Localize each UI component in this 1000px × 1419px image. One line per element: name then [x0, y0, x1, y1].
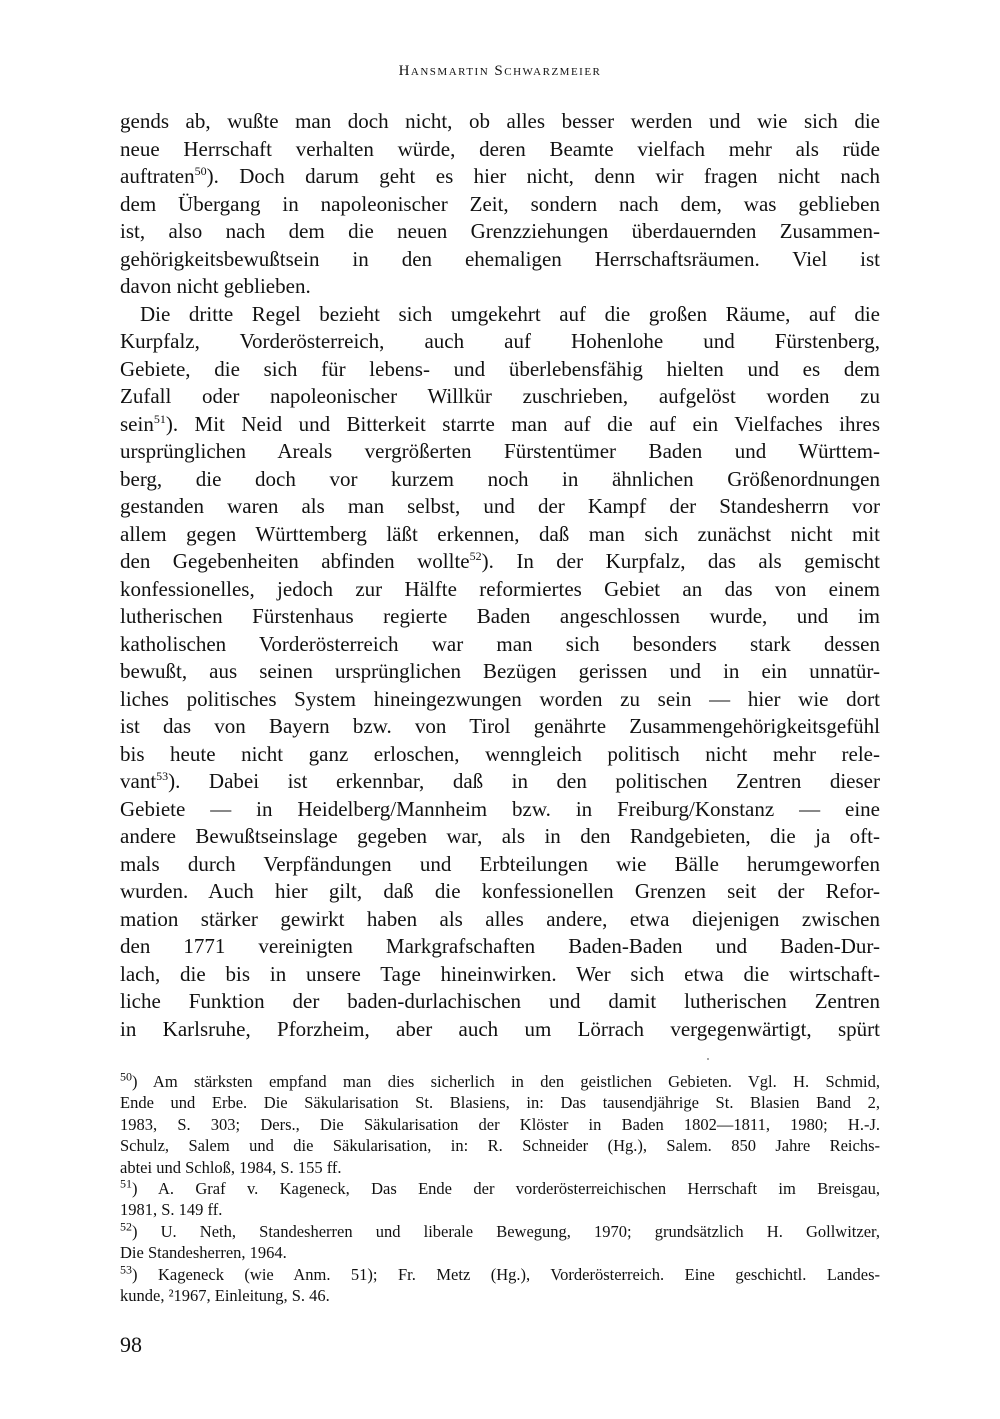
- separator-mark: [707, 1058, 709, 1060]
- footnote-line: [120, 1242, 880, 1263]
- text-span: allem gegen Württemberg läßt erkennen, daß man sich zunächst nicht mit: [120, 521, 880, 546]
- text-span: 1983, S. 303; Ders., Die Säkularisation der Klöster in Baden 1802—1811, 1980; H.-J.: [120, 1114, 880, 1134]
- text-span: gends ab, wußte man doch nicht, ob alles besser werden und wie sich die: [120, 109, 880, 133]
- footnote-marker: 53: [156, 769, 169, 783]
- text-span: ) Kageneck (wie Anm. 51); Fr. Metz (Hg.), Vorderösterreich. Eine geschichtl. Landes-: [132, 1264, 880, 1284]
- text-span: ) Am stärksten empfand man dies sicherlich in den geistlichen Gebieten. Vgl. H. Schmid,: [132, 1072, 880, 1091]
- footnote-line: [120, 1157, 880, 1178]
- body-line: [120, 411, 880, 439]
- footnote-marker: 53: [120, 1263, 132, 1277]
- text-span: liches politisches System hineingezwungen worden zu sein — hier wie dort: [120, 686, 880, 711]
- text-span: ist, also nach dem die neuen Grenzziehungen überdauernden Zusammen-: [120, 219, 880, 243]
- footnote-line: [120, 1264, 880, 1285]
- text-span: Schulz, Salem und die Säkularisation, in: R. Schneider (Hg.), Salem. 850 Jahre Reichs-: [120, 1136, 880, 1156]
- text-span: den 1771 vereinigten Markgrafschaften Baden-Baden und Baden-Dur-: [120, 934, 880, 958]
- body-line: [120, 521, 880, 549]
- text-span: 1981, S. 149 ff.: [120, 1200, 223, 1220]
- text-span: ursprünglichen Areals vergrößerten Fürstentümer Baden und Württem-: [120, 439, 880, 463]
- text-span: dem Übergang in napoleonischer Zeit, sondern nach dem, was geblieben: [120, 191, 880, 216]
- body-line: [120, 548, 880, 576]
- text-span: konfessionelles, jedoch zur Hälfte reformiertes Gebiet an das von einem: [120, 576, 880, 601]
- text-span: ist das von Bayern bzw. von Tirol genährte Zusammengehörigkeitsgefühl: [120, 714, 880, 738]
- text-span: liche Funktion der baden-durlachischen und damit lutherischen Zentren: [120, 989, 880, 1013]
- text-span: Gebiete, die sich für lebens- und überlebensfähig hielten und es dem: [120, 356, 880, 381]
- footnote-marker: 50: [120, 1071, 132, 1084]
- text-span: sein: [120, 411, 154, 436]
- body-line: [120, 686, 880, 714]
- body-line: [120, 796, 880, 824]
- body-line: [120, 301, 880, 329]
- text-span: abtei und Schloß, 1984, S. 155 ff.: [120, 1157, 342, 1177]
- body-line: [120, 906, 880, 934]
- text-span: Gebiete — in Heidelberg/Mannheim bzw. in Freiburg/Konstanz — eine: [120, 796, 880, 821]
- body-line: [120, 603, 880, 631]
- body-line: [120, 713, 880, 741]
- text-span: auftraten: [120, 164, 195, 188]
- body-line: [120, 136, 880, 164]
- body-line: [120, 933, 880, 961]
- text-span: kunde, ²1967, Einleitung, S. 46.: [120, 1285, 330, 1305]
- body-line: [120, 163, 880, 191]
- body-line: [120, 246, 880, 274]
- footnote-line: [120, 1114, 880, 1135]
- text-span: wurden. Auch hier gilt, daß die konfessionellen Grenzen seit der Refor-: [120, 879, 880, 903]
- body-line: [120, 576, 880, 604]
- text-span: bis heute nicht ganz erloschen, wenngleich politisch nicht mehr rele-: [120, 741, 880, 766]
- footnote-marker: 50: [194, 164, 207, 178]
- text-span: ) U. Neth, Standesherren und liberale Bewegung, 1970; grundsätzlich H. Gollwitzer,: [132, 1221, 880, 1241]
- text-span: bewußt, aus seinen ursprünglichen Bezügen gerissen und in ein unnatür-: [120, 659, 880, 683]
- body-line: [120, 191, 880, 219]
- body-line: [120, 741, 880, 769]
- body-line: [120, 768, 880, 796]
- footnote-line: [120, 1071, 880, 1092]
- text-span: Kurpfalz, Vorderösterreich, auch auf Hohenlohe und Fürstenberg,: [120, 329, 880, 353]
- body-line: [120, 466, 880, 494]
- footnote-line: [120, 1285, 880, 1306]
- footnote-line: [120, 1199, 880, 1220]
- text-span: Zufall oder napoleonischer Willkür zuschrieben, aufgelöst worden zu: [120, 384, 880, 408]
- body-line: [120, 1016, 880, 1044]
- text-span: vant: [120, 769, 157, 793]
- text-span: mation stärker gewirkt haben als alles andere, etwa diejenigen zwischen: [120, 906, 880, 931]
- text-span: Ende und Erbe. Die Säkularisation St. Blasiens, in: Das tausendjährige St. Blasien Band 2,: [120, 1093, 880, 1113]
- body-line: [120, 961, 880, 989]
- body-line: [120, 438, 880, 466]
- footnote-line: [120, 1178, 880, 1199]
- text-span: gestanden waren als man selbst, und der Kampf der Standesherrn vor: [120, 494, 880, 518]
- text-span: mals durch Verpfändungen und Erbteilungen wie Bälle herumgeworfen: [120, 851, 880, 876]
- text-span: den Gegebenheiten abfinden wollte: [120, 549, 470, 573]
- footnote-marker: 51: [120, 1177, 132, 1191]
- body-line: [120, 273, 880, 301]
- footnotes: [120, 1071, 880, 1306]
- footnote-line: [120, 1221, 880, 1242]
- body-text: [120, 108, 880, 1043]
- body-line: [120, 658, 880, 686]
- body-line: [120, 878, 880, 906]
- text-span: ). Doch darum geht es hier nicht, denn wir fragen nicht nach: [206, 164, 880, 188]
- body-line: [120, 356, 880, 384]
- text-span: berg, die doch vor kurzem noch in ähnlichen Größenordnungen: [120, 466, 880, 491]
- body-line: [120, 493, 880, 521]
- body-line: [120, 851, 880, 879]
- page-number: 98: [120, 1332, 142, 1357]
- text-span: ). Dabei ist erkennbar, daß in den politischen Zentren dieser: [168, 769, 880, 793]
- footnote-line: [120, 1135, 880, 1156]
- footnote-marker: 52: [120, 1220, 132, 1234]
- body-line: [120, 631, 880, 659]
- text-span: ). Mit Neid und Bitterkeit starrte man auf die auf ein Vielfaches ihres: [165, 411, 880, 436]
- body-line: [120, 383, 880, 411]
- text-span: in Karlsruhe, Pforzheim, aber auch um Lörrach vergegenwärtigt, spürt: [120, 1016, 880, 1041]
- text-span: katholischen Vorderösterreich war man sich besonders stark dessen: [120, 631, 880, 656]
- body-line: [120, 328, 880, 356]
- text-span: gehörigkeitsbewußtsein in den ehemaligen Herrschaftsräumen. Viel ist: [120, 246, 880, 271]
- text-span: lutherischen Fürstenhaus regierte Baden angeschlossen wurde, und im: [120, 604, 880, 628]
- text-span: neue Herrschaft verhalten würde, deren Beamte vielfach mehr als rüde: [120, 136, 880, 161]
- footnote-line: [120, 1092, 880, 1113]
- running-header: Hansmartin Schwarzmeier: [398, 63, 602, 79]
- body-line: [120, 988, 880, 1016]
- text-span: davon nicht geblieben.: [120, 274, 311, 298]
- text-span: ). In der Kurpfalz, das als gemischt: [481, 549, 880, 573]
- body-line: [120, 218, 880, 246]
- text-span: Die dritte Regel bezieht sich umgekehrt auf die großen Räume, auf die: [140, 301, 880, 326]
- text-span: Die Standesherren, 1964.: [120, 1243, 287, 1263]
- text-span: andere Bewußtseinslage gegeben war, als in den Randgebieten, die ja oft-: [120, 824, 880, 848]
- body-line: [120, 108, 880, 136]
- text-span: ) A. Graf v. Kageneck, Das Ende der vorderösterreichischen Herrschaft im Breisgau,: [132, 1178, 880, 1198]
- footnote-marker: 51: [153, 411, 166, 426]
- body-line: [120, 823, 880, 851]
- footnote-marker: 52: [469, 549, 482, 563]
- text-span: lach, die bis in unsere Tage hineinwirken. Wer sich etwa die wirtschaft-: [120, 961, 880, 986]
